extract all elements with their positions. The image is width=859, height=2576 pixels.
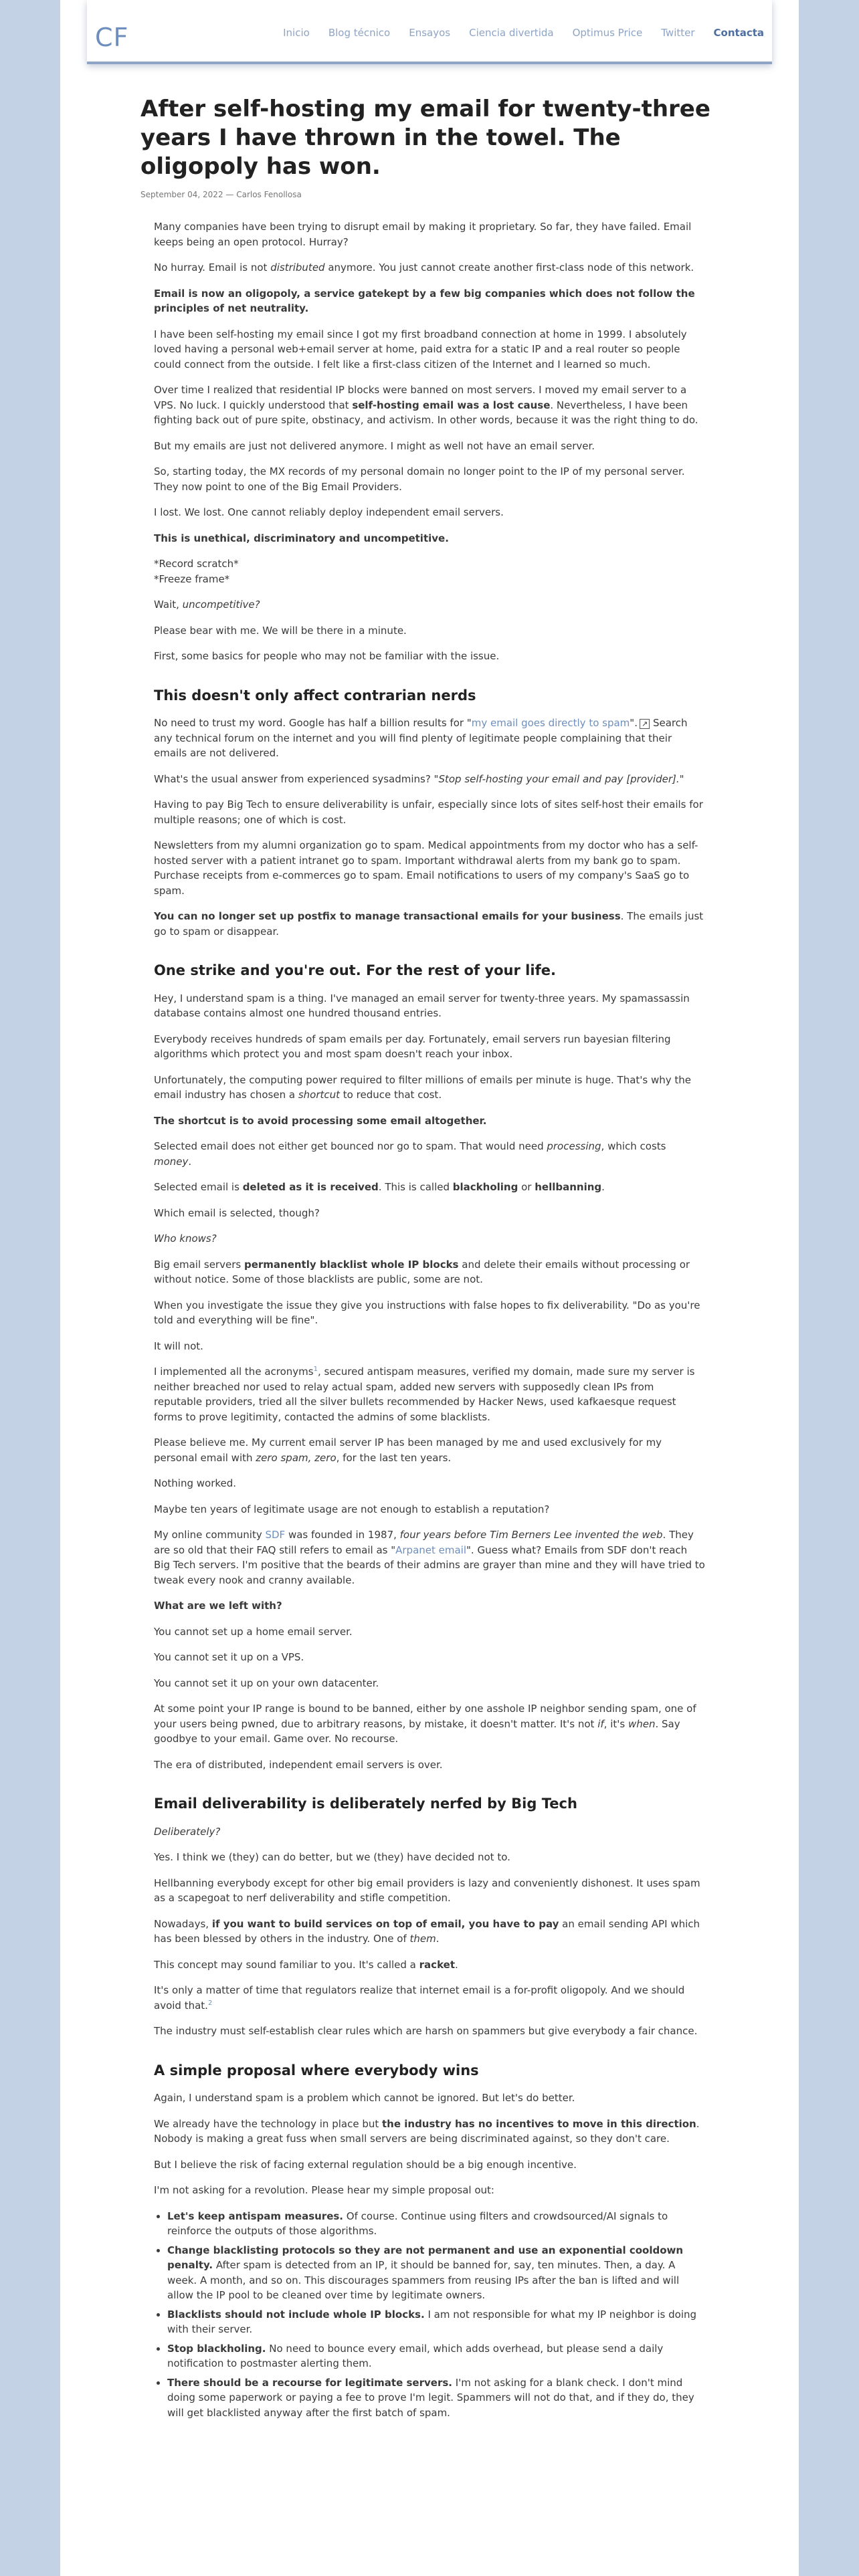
site-logo[interactable]: CF (95, 23, 129, 52)
footnote-ref-1[interactable]: 1 (313, 1366, 318, 1374)
paragraph: I'm not asking for a revolution. Please hear my simple proposal out: (154, 2184, 494, 2197)
article (60, 64, 799, 2420)
paragraph: Yes. I think we (they) can do better, but we (they) have decided not to. (154, 1851, 510, 1864)
paragraph: Which email is selected, though? (154, 1206, 320, 1219)
paragraph: Who knows? (154, 1232, 217, 1245)
paragraph: But my emails are just not delivered anymore. I might as well not have an email server. (154, 439, 595, 452)
paragraph: *Record scratch* *Freeze frame* (154, 558, 239, 585)
paragraph: Big email servers permanently blacklist whole IP blocks and delete their emails without processing or without notice. Some of those blacklists are public, some are not. (154, 1258, 690, 1286)
paragraph: Everybody receives hundreds of spam emails per day. Fortunately, email servers run bayesian filtering algorithms which protect you and most spam doesn't reach your inbox. (154, 1033, 671, 1061)
nav-link-optimus-price[interactable]: Optimus Price (572, 27, 643, 39)
paragraph: What are we left with? (154, 1600, 282, 1612)
paragraph: This is unethical, discriminatory and uncompetitive. (154, 532, 449, 544)
nav-link-twitter[interactable]: Twitter (661, 27, 695, 39)
paragraph: Please bear with me. We will be there in a minute. (154, 624, 407, 637)
page (60, 0, 799, 2576)
sdf-link[interactable]: SDF (265, 1529, 286, 1541)
paragraph: You cannot set it up on a VPS. (154, 1651, 304, 1664)
site-header (87, 0, 772, 64)
paragraph: Selected email does not either get bounced nor go to spam. That would need processing, which costs money. (154, 1140, 666, 1168)
paragraph: Hellbanning everybody except for other big email providers is lazy and conveniently dishonest. It uses spam as a scapegoat to nerf deliverability and stifle competition. (154, 1876, 700, 1905)
paragraph: Again, I understand spam is a problem which cannot be ignored. But let's do better. (154, 2092, 575, 2105)
article-title: After self-hosting my email for twenty-three years I have thrown in the towel. The oligopoly has won. (140, 96, 710, 180)
nav-link-ensayos[interactable]: Ensayos (409, 27, 451, 39)
paragraph: We already have the technology in place but the industry has no incentives to move in this direction. Nobody is making a great fuss when small servers are being discriminated against, so they don't care. (154, 2117, 700, 2145)
paragraph: Newsletters from my alumni organization go to spam. Medical appointments from my doctor who has a self-hosted server with a patient intranet go to spam. Important withdrawal alerts from my bank go to spam. Purchase receipts from e-commerces go to spam. Email notifications to users of my company's SaaS go to spam. (154, 839, 698, 897)
section-heading: A simple proposal where everybody wins (154, 2062, 479, 2078)
main-nav (283, 25, 764, 41)
paragraph: Wait, uncompetitive? (154, 599, 260, 611)
paragraph: But I believe the risk of facing external regulation should be a big enough incentive. (154, 2158, 577, 2171)
paragraph: At some point your IP range is bound to be banned, either by one asshole IP neighbor sending spam, one of your users being pwned, due to arbitrary reasons, by mistake, it doesn't matter. It's not if, it's when. Say goodbye to your email. Game over. No recourse. (154, 1703, 696, 1745)
paragraph: You cannot set it up on your own datacenter. (154, 1677, 379, 1689)
spam-search-link[interactable]: my email goes directly to spam (471, 717, 630, 730)
paragraph: This concept may sound familiar to you. It's called a racket. (154, 1958, 458, 1971)
footnote-ref-2[interactable]: 2 (207, 1999, 213, 2007)
list-item: • Change blacklisting protocols so they are not permanent and use an exponential cooldown penalty. After spam is detected from an IP, it should be banned for, say, ten minutes. Then, a day. A week. A month, and so on. This discourages spammers from reusing IPs after the ban is lifted and will allow the IP pool to be cleaned over time by legitimate owners. (167, 2243, 705, 2303)
paragraph: No hurray. Email is not distributed anymore. You just cannot create another first-class node of this network. (154, 261, 694, 274)
article-meta: September 04, 2022 — Carlos Fenollosa (140, 190, 302, 200)
paragraph: Please believe me. My current email server IP has been managed by me and used exclusively for my personal email with zero spam, zero, for the last ten years. (154, 1436, 662, 1464)
paragraph: What's the usual answer from experienced sysadmins? "Stop self-hosting your email and pay [provider]." (154, 772, 684, 785)
paragraph: The shortcut is to avoid processing some email altogether. (154, 1114, 487, 1127)
paragraph: Having to pay Big Tech to ensure deliverability is unfair, especially since lots of sites self-host their emails for multiple reasons; one of which is cost. (154, 798, 703, 826)
paragraph: Nothing worked. (154, 1477, 237, 1490)
section-heading: One strike and you're out. For the rest of your life. (154, 962, 556, 979)
paragraph: First, some basics for people who may not be familiar with the issue. (154, 650, 500, 663)
paragraph: I have been self-hosting my email since I got my first broadband connection at home in 1999. I absolutely loved having a personal web+email server at home, paid extra for a static IP and a real router so people could connect from the outside. I felt like a first-class citizen of the Internet and I learned so much. (154, 328, 687, 370)
paragraph: Selected email is deleted as it is received. This is called blackholing or hellbanning. (154, 1181, 605, 1194)
paragraph: Many companies have been trying to disrupt email by making it proprietary. So far, they have failed. Email keeps being an open protocol. Hurray? (154, 221, 692, 248)
nav-link-ciencia[interactable]: Ciencia divertida (469, 27, 554, 39)
paragraph: You can no longer set up postfix to manage transactional emails for your business. The emails just go to spam or disappear. (154, 910, 704, 938)
nav-link-blog[interactable]: Blog técnico (328, 27, 391, 39)
external-link-icon: ↗ (640, 719, 650, 729)
section-heading: This doesn't only affect contrarian nerds (154, 687, 476, 704)
paragraph: Email is now an oligopoly, a service gatekept by a few big companies which does not follow the principles of net neutrality. (154, 287, 695, 315)
list-item: • There should be a recourse for legitimate servers. I'm not asking for a blank check. I don't mind doing some paperwork or paying a fee to prove I'm legit. Spammers will not do that, and if they do, they will get blacklisted anyway after the first batch of spam. (167, 2375, 705, 2421)
paragraph: No need to trust my word. Google has half a billion results for "my email goes directly to spam". ↗ Search any technical forum on the internet and you will find plenty of legitimate people complaining that their emails are not delivered. (154, 717, 688, 760)
paragraph: You cannot set up a home email server. (154, 1625, 353, 1638)
paragraph: Deliberately? (154, 1825, 221, 1838)
paragraph: It's only a matter of time that regulators realize that internet email is a for-profit oligopoly. And we should avoid that.$^2$ (154, 1984, 685, 2012)
paragraph: I lost. We lost. One cannot reliably deploy independent email servers. (154, 506, 504, 519)
arpanet-email-link[interactable]: Arpanet email (395, 1543, 467, 1556)
paragraph: Unfortunately, the computing power required to filter millions of emails per minute is huge. That's why the email industry has chosen a shortcut to reduce that cost. (154, 1073, 692, 1101)
paragraph: The era of distributed, independent email servers is over. (154, 1758, 443, 1771)
paragraph: The industry must self-establish clear rules which are harsh on spammers but give everybody a fair chance. (154, 2025, 698, 2038)
paragraph: Over time I realized that residential IP blocks were banned on most servers. I moved my email server to a VPS. No luck. I quickly understood that self-hosting email was a lost cause. Nevertheless, I have been fighting back out of pure spite, obstinacy, and activism. In other words, because it was the right thing to do. (154, 384, 698, 427)
list-item: • Let's keep antispam measures. Of course. Continue using filters and crowdsourced/AI signals to reinforce the outputs of those algorithms. (167, 2209, 705, 2239)
article-body (140, 219, 719, 2420)
paragraph: It will not. (154, 1339, 203, 1352)
paragraph: When you investigate the issue they give you instructions with false hopes to fix deliverability. "Do as you're told and everything will be fine". (154, 1299, 700, 1327)
paragraph: Nowadays, if you want to build services on top of email, you have to pay an email sending API which has been blessed by others in the industry. One of them. (154, 1917, 700, 1945)
paragraph: Maybe ten years of legitimate usage are not enough to establish a reputation? (154, 1503, 550, 1515)
paragraph: So, starting today, the MX records of my personal domain no longer point to the IP of my personal server. They now point to one of the Big Email Providers. (154, 465, 685, 493)
paragraph: My online community SDF was founded in 1987, four years before Tim Berners Lee invented the web. They are so old that their FAQ still refers to email as "Arpanet email". Guess what? Emails from SDF don't reach Big Tech servers. I'm positive that the beards of their admins are grayer than mine and they will have tried to tweak every nook and cranny available. (154, 1529, 705, 1586)
section-heading: Email deliverability is deliberately nerfed by Big Tech (154, 1796, 577, 1812)
paragraph: I implemented all the acronyms$^1$, secured antispam measures, verified my domain, made sure my server is neither breached nor used to relay actual spam, added new servers with supposedly clean IPs from reputable providers, tried all the silver bullets recommended by Hacker News, used kafkaesque request forms to prove legitimity, contacted the admins of some blacklists. (154, 1366, 695, 1423)
nav-link-contacta[interactable]: Contacta (713, 27, 764, 39)
paragraph: Hey, I understand spam is a thing. I've managed an email server for twenty-three years. My spamassassin database contains almost one hundred thousand entries. (154, 992, 690, 1020)
nav-link-inicio[interactable]: Inicio (283, 27, 310, 39)
list-item: • Stop blackholing. No need to bounce every email, which adds overhead, but please send a daily notification to postmaster alerting them. (167, 2341, 705, 2371)
proposal-list (154, 2209, 705, 2421)
list-item: • Blacklists should not include whole IP blocks. I am not responsible for what my IP neighbor is doing with their server. (167, 2307, 705, 2337)
